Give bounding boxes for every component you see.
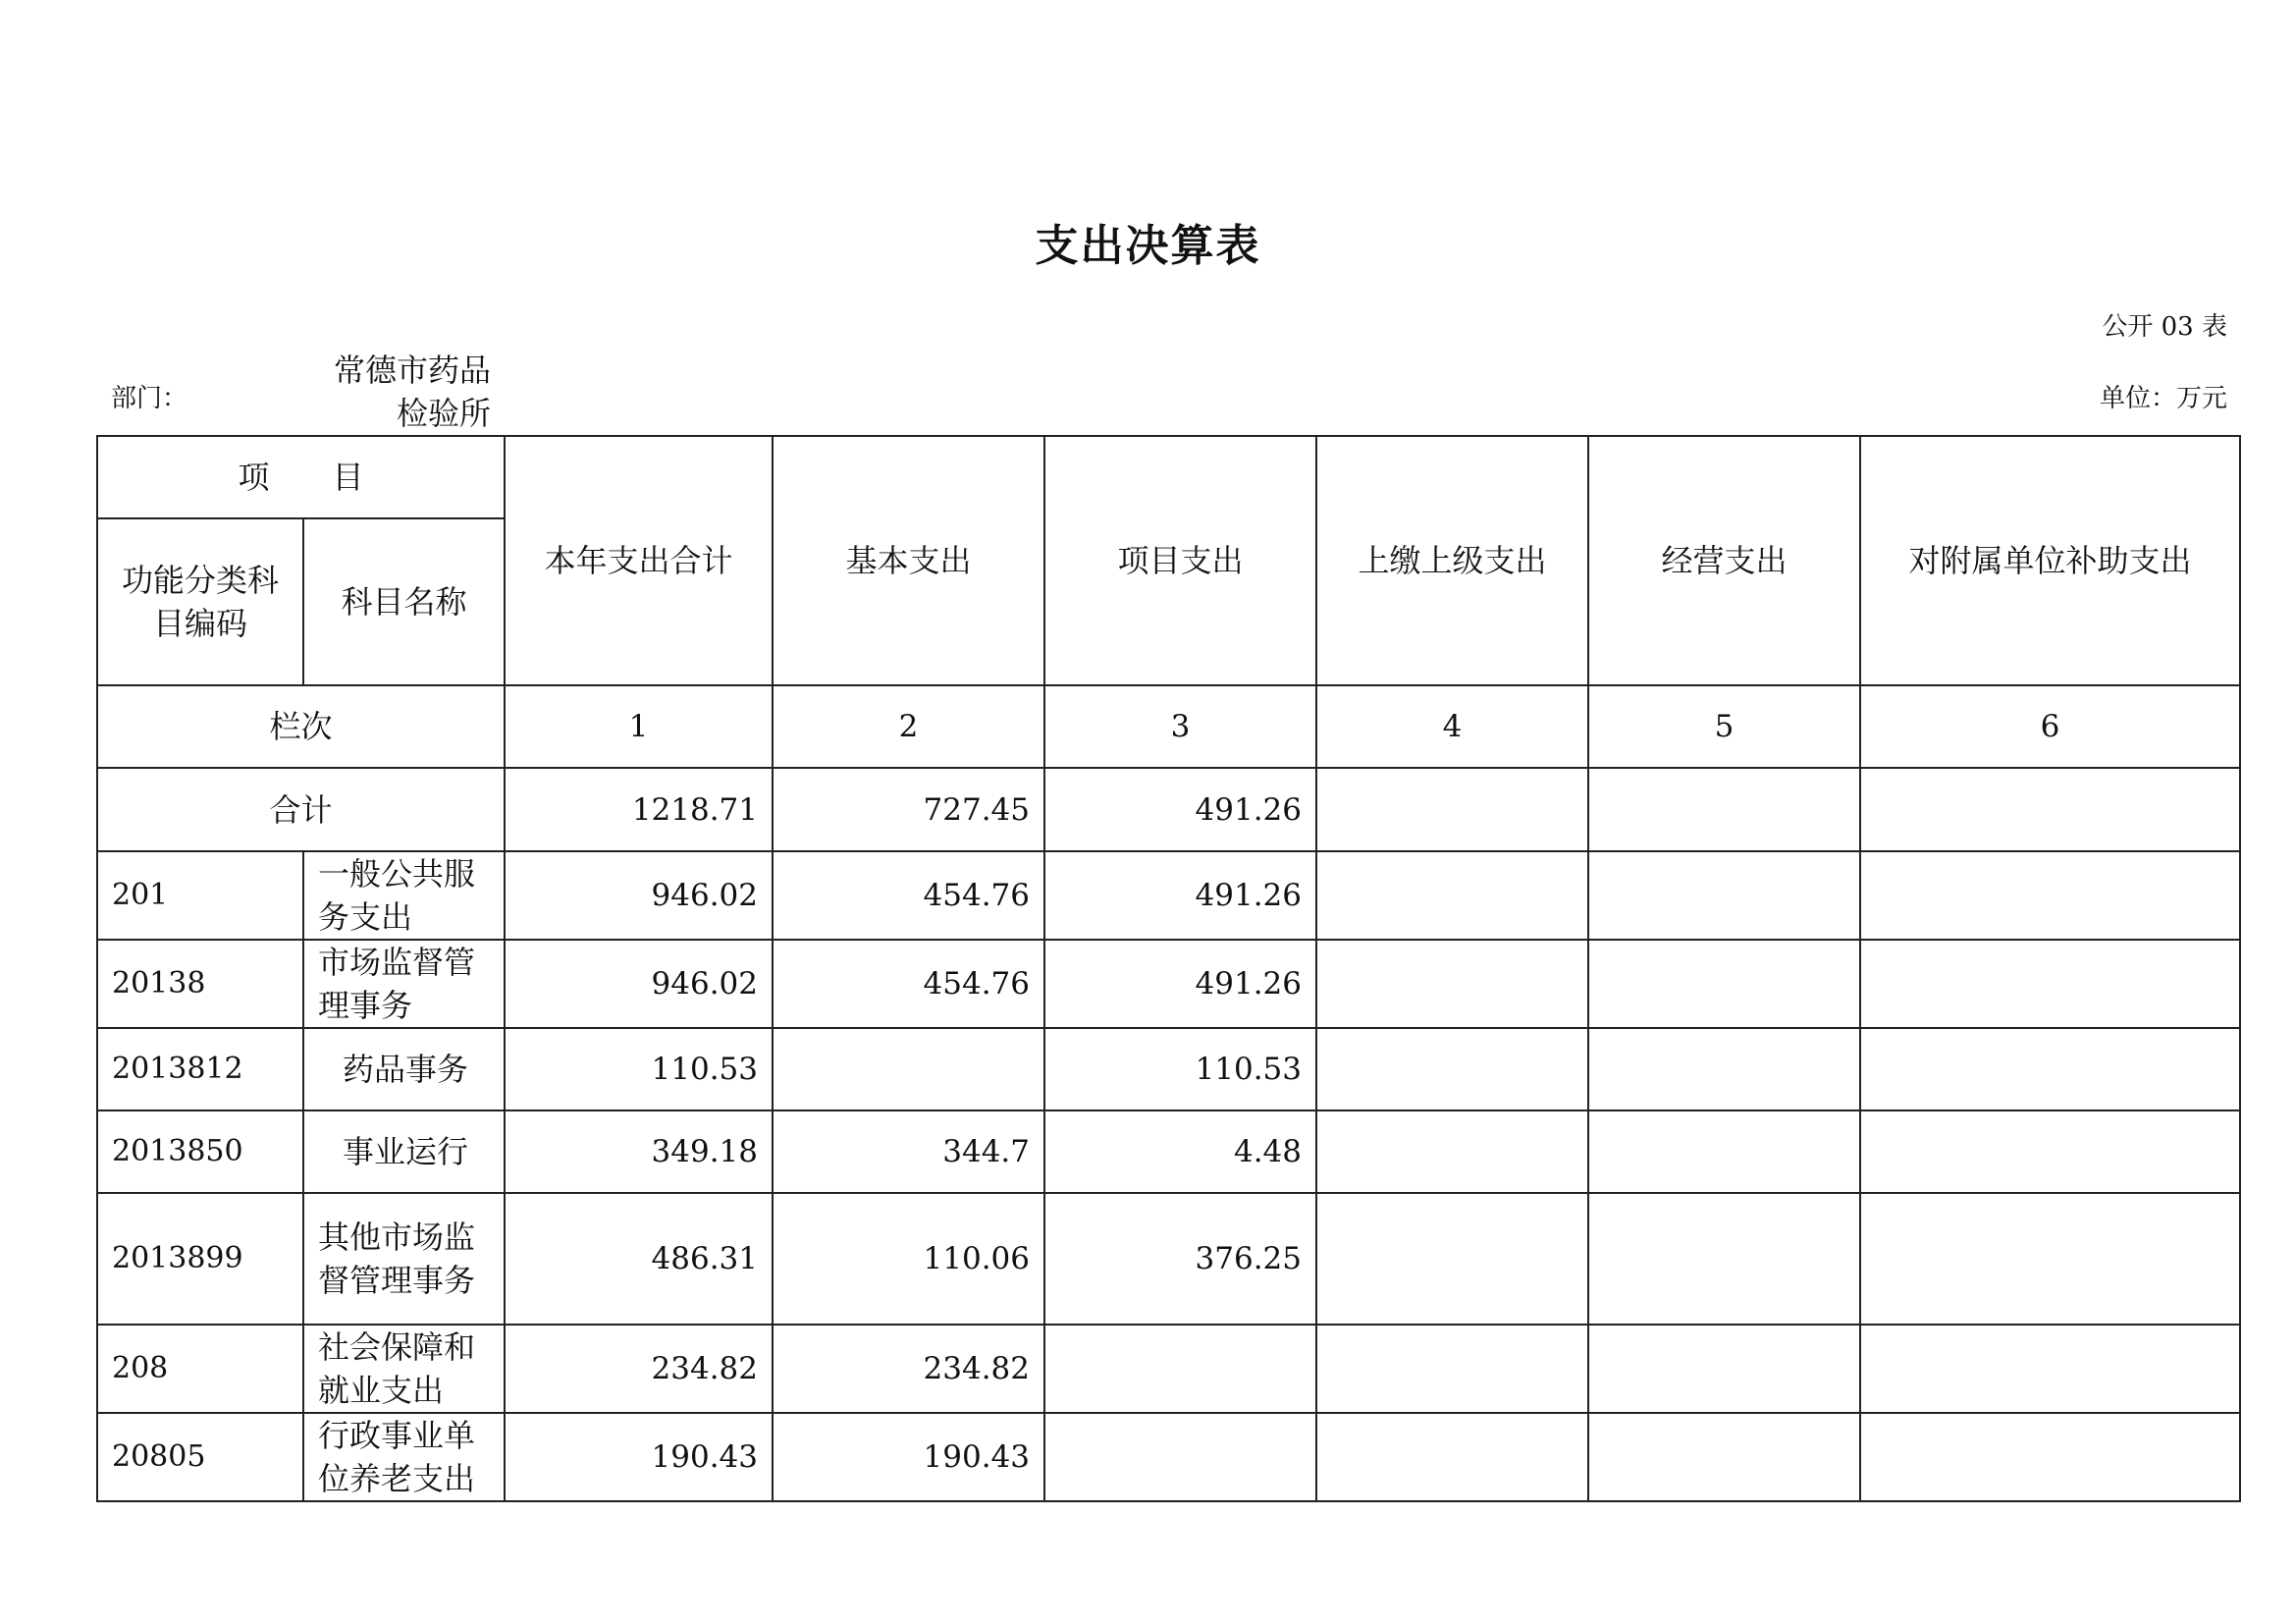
unit-label: 单位：万元	[2099, 384, 2227, 413]
amount-cell	[1316, 1413, 1588, 1501]
table-row	[97, 1413, 2240, 1501]
amount-cell	[1588, 1110, 1860, 1193]
amount-cell	[1860, 1110, 2240, 1193]
amount-cell: 946.02	[505, 851, 773, 940]
subject-name-cell: 事业运行	[303, 1110, 505, 1193]
table-row	[97, 851, 2240, 940]
amount-cell: 190.43	[505, 1413, 773, 1501]
department-name: 常德市药品检验所	[333, 352, 491, 432]
amount-cell	[1588, 1413, 1860, 1501]
amount-cell: 454.76	[773, 851, 1044, 940]
amount-cell	[1588, 1325, 1860, 1413]
table-row	[97, 1325, 2240, 1413]
subject-code-cell: 208	[97, 1325, 303, 1413]
project-header: 项 目	[97, 436, 505, 518]
code-column-header: 功能分类科目编码	[97, 518, 303, 685]
amount-cell	[773, 1028, 1044, 1110]
col-header-1: 本年支出合计	[505, 436, 773, 685]
column-index-cell: 4	[1316, 685, 1588, 768]
total-cell: 491.26	[1044, 768, 1316, 851]
amount-cell: 110.53	[1044, 1028, 1316, 1110]
amount-cell: 486.31	[505, 1193, 773, 1325]
amount-cell: 234.82	[505, 1325, 773, 1413]
table-row	[97, 1193, 2240, 1325]
total-cell: 1218.71	[505, 768, 773, 851]
name-column-header: 科目名称	[303, 518, 505, 685]
amount-cell	[1860, 1413, 2240, 1501]
column-index-label: 栏次	[97, 685, 505, 768]
total-row	[97, 768, 2240, 851]
amount-cell: 454.76	[773, 940, 1044, 1028]
amount-cell	[1316, 1193, 1588, 1325]
subject-code-cell: 20138	[97, 940, 303, 1028]
subject-name-cell: 其他市场监督管理事务	[303, 1193, 505, 1325]
subject-name-cell: 社会保障和就业支出	[303, 1325, 505, 1413]
amount-cell: 491.26	[1044, 940, 1316, 1028]
subject-code-cell: 2013812	[97, 1028, 303, 1110]
col-header-4: 上缴上级支出	[1316, 436, 1588, 685]
amount-cell: 344.7	[773, 1110, 1044, 1193]
amount-cell: 349.18	[505, 1110, 773, 1193]
col-header-2: 基本支出	[773, 436, 1044, 685]
amount-cell: 491.26	[1044, 851, 1316, 940]
subject-code-cell: 201	[97, 851, 303, 940]
header-row-1	[97, 436, 2240, 518]
subject-code-cell: 2013899	[97, 1193, 303, 1325]
amount-cell	[1588, 851, 1860, 940]
amount-cell	[1860, 940, 2240, 1028]
subject-code-cell: 20805	[97, 1413, 303, 1501]
page-title: 支出决算表	[1035, 221, 1261, 271]
amount-cell: 110.53	[505, 1028, 773, 1110]
column-index-cell: 3	[1044, 685, 1316, 768]
amount-cell	[1588, 940, 1860, 1028]
department-label: 部门：	[111, 384, 188, 413]
table-row	[97, 1110, 2240, 1193]
amount-cell: 190.43	[773, 1413, 1044, 1501]
amount-cell	[1044, 1325, 1316, 1413]
total-cell	[1860, 768, 2240, 851]
column-index-cell: 6	[1860, 685, 2240, 768]
amount-cell	[1860, 1325, 2240, 1413]
amount-cell	[1316, 1325, 1588, 1413]
amount-cell	[1860, 1028, 2240, 1110]
column-index-row	[97, 685, 2240, 768]
subject-code-cell: 2013850	[97, 1110, 303, 1193]
expenditure-table	[96, 435, 2241, 1502]
total-cell	[1316, 768, 1588, 851]
column-index-cell: 1	[505, 685, 773, 768]
amount-cell: 4.48	[1044, 1110, 1316, 1193]
subject-name-cell: 行政事业单位养老支出	[303, 1413, 505, 1501]
amount-cell: 110.06	[773, 1193, 1044, 1325]
amount-cell	[1588, 1028, 1860, 1110]
subject-name-cell: 市场监督管理事务	[303, 940, 505, 1028]
column-index-cell: 2	[773, 685, 1044, 768]
amount-cell	[1860, 1193, 2240, 1325]
amount-cell	[1316, 1028, 1588, 1110]
amount-cell	[1860, 851, 2240, 940]
amount-cell	[1316, 1110, 1588, 1193]
form-number: 公开 03 表	[2102, 312, 2227, 342]
table-row	[97, 940, 2240, 1028]
col-header-5: 经营支出	[1588, 436, 1860, 685]
table-row	[97, 1028, 2240, 1110]
amount-cell	[1588, 1193, 1860, 1325]
amount-cell: 946.02	[505, 940, 773, 1028]
total-cell: 727.45	[773, 768, 1044, 851]
col-header-3: 项目支出	[1044, 436, 1316, 685]
amount-cell	[1044, 1413, 1316, 1501]
amount-cell	[1316, 851, 1588, 940]
total-label: 合计	[97, 768, 505, 851]
column-index-cell: 5	[1588, 685, 1860, 768]
subject-name-cell: 药品事务	[303, 1028, 505, 1110]
amount-cell: 234.82	[773, 1325, 1044, 1413]
subject-name-cell: 一般公共服务支出	[303, 851, 505, 940]
amount-cell: 376.25	[1044, 1193, 1316, 1325]
total-cell	[1588, 768, 1860, 851]
col-header-6: 对附属单位补助支出	[1860, 436, 2240, 685]
amount-cell	[1316, 940, 1588, 1028]
